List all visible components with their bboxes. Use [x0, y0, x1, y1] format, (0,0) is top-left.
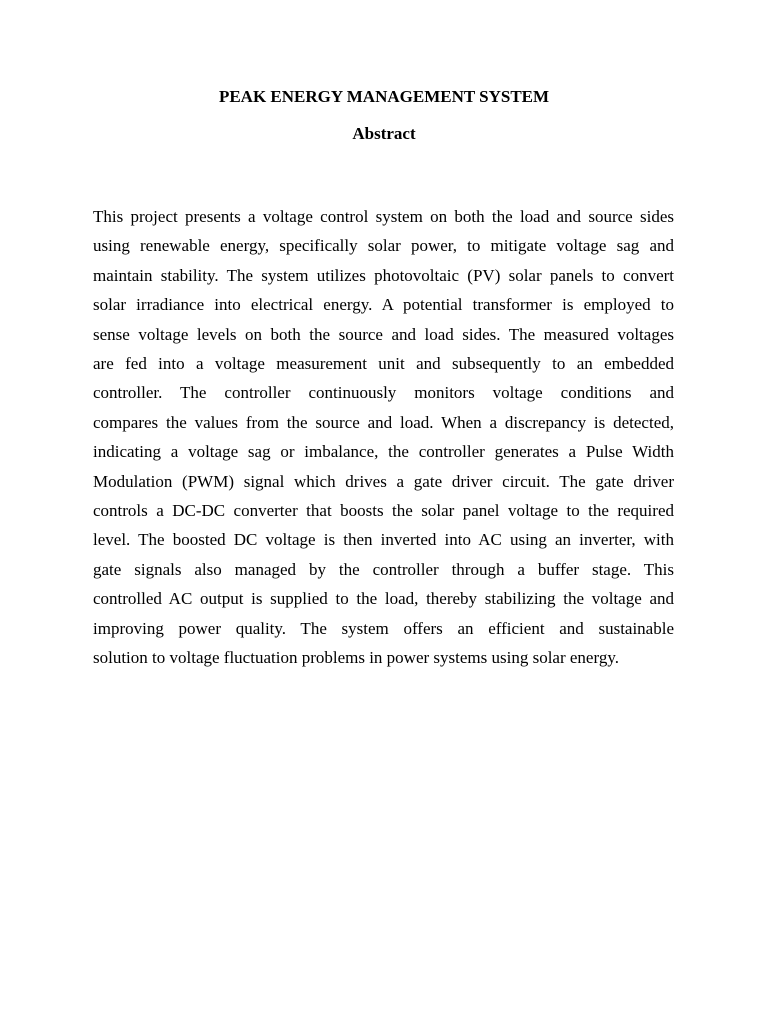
abstract-line: level. The boosted DC voltage is then inverted into AC using an inverter, with	[93, 530, 674, 550]
abstract-line: controller. The controller continuously monitors voltage conditions and	[93, 383, 674, 403]
abstract-line: gate signals also managed by the controller through a buffer stage. This	[93, 559, 674, 579]
abstract-line: Modulation (PWM) signal which drives a gate driver circuit. The gate driver	[93, 471, 674, 491]
abstract-line: are fed into a voltage measurement unit and subsequently to an embedded	[93, 354, 674, 374]
abstract-line: improving power quality. The system offers an efficient and sustainable	[93, 618, 674, 638]
abstract-line: controlled AC output is supplied to the load, thereby stabilizing the voltage and	[93, 589, 674, 609]
abstract-paragraph	[93, 202, 674, 673]
abstract-line: indicating a voltage sag or imbalance, the controller generates a Pulse Width	[93, 442, 674, 462]
abstract-line: solution to voltage fluctuation problems in power systems using solar energy.	[93, 648, 619, 668]
abstract-heading: Abstract	[352, 124, 416, 143]
abstract-line: controls a DC-DC converter that boosts the solar panel voltage to the required	[93, 501, 674, 521]
abstract-line: using renewable energy, specifically solar power, to mitigate voltage sag and	[93, 236, 674, 256]
abstract-line: sense voltage levels on both the source and load sides. The measured voltages	[93, 324, 674, 344]
abstract-line: solar irradiance into electrical energy. A potential transformer is employed to	[93, 295, 674, 315]
document-title: PEAK ENERGY MANAGEMENT SYSTEM	[218, 87, 550, 106]
abstract-line: This project presents a voltage control system on both the load and source sides	[93, 207, 674, 226]
abstract-line: compares the values from the source and load. When a discrepancy is detected,	[93, 412, 674, 432]
abstract-line: maintain stability. The system utilizes photovoltaic (PV) solar panels to convert	[93, 265, 674, 285]
